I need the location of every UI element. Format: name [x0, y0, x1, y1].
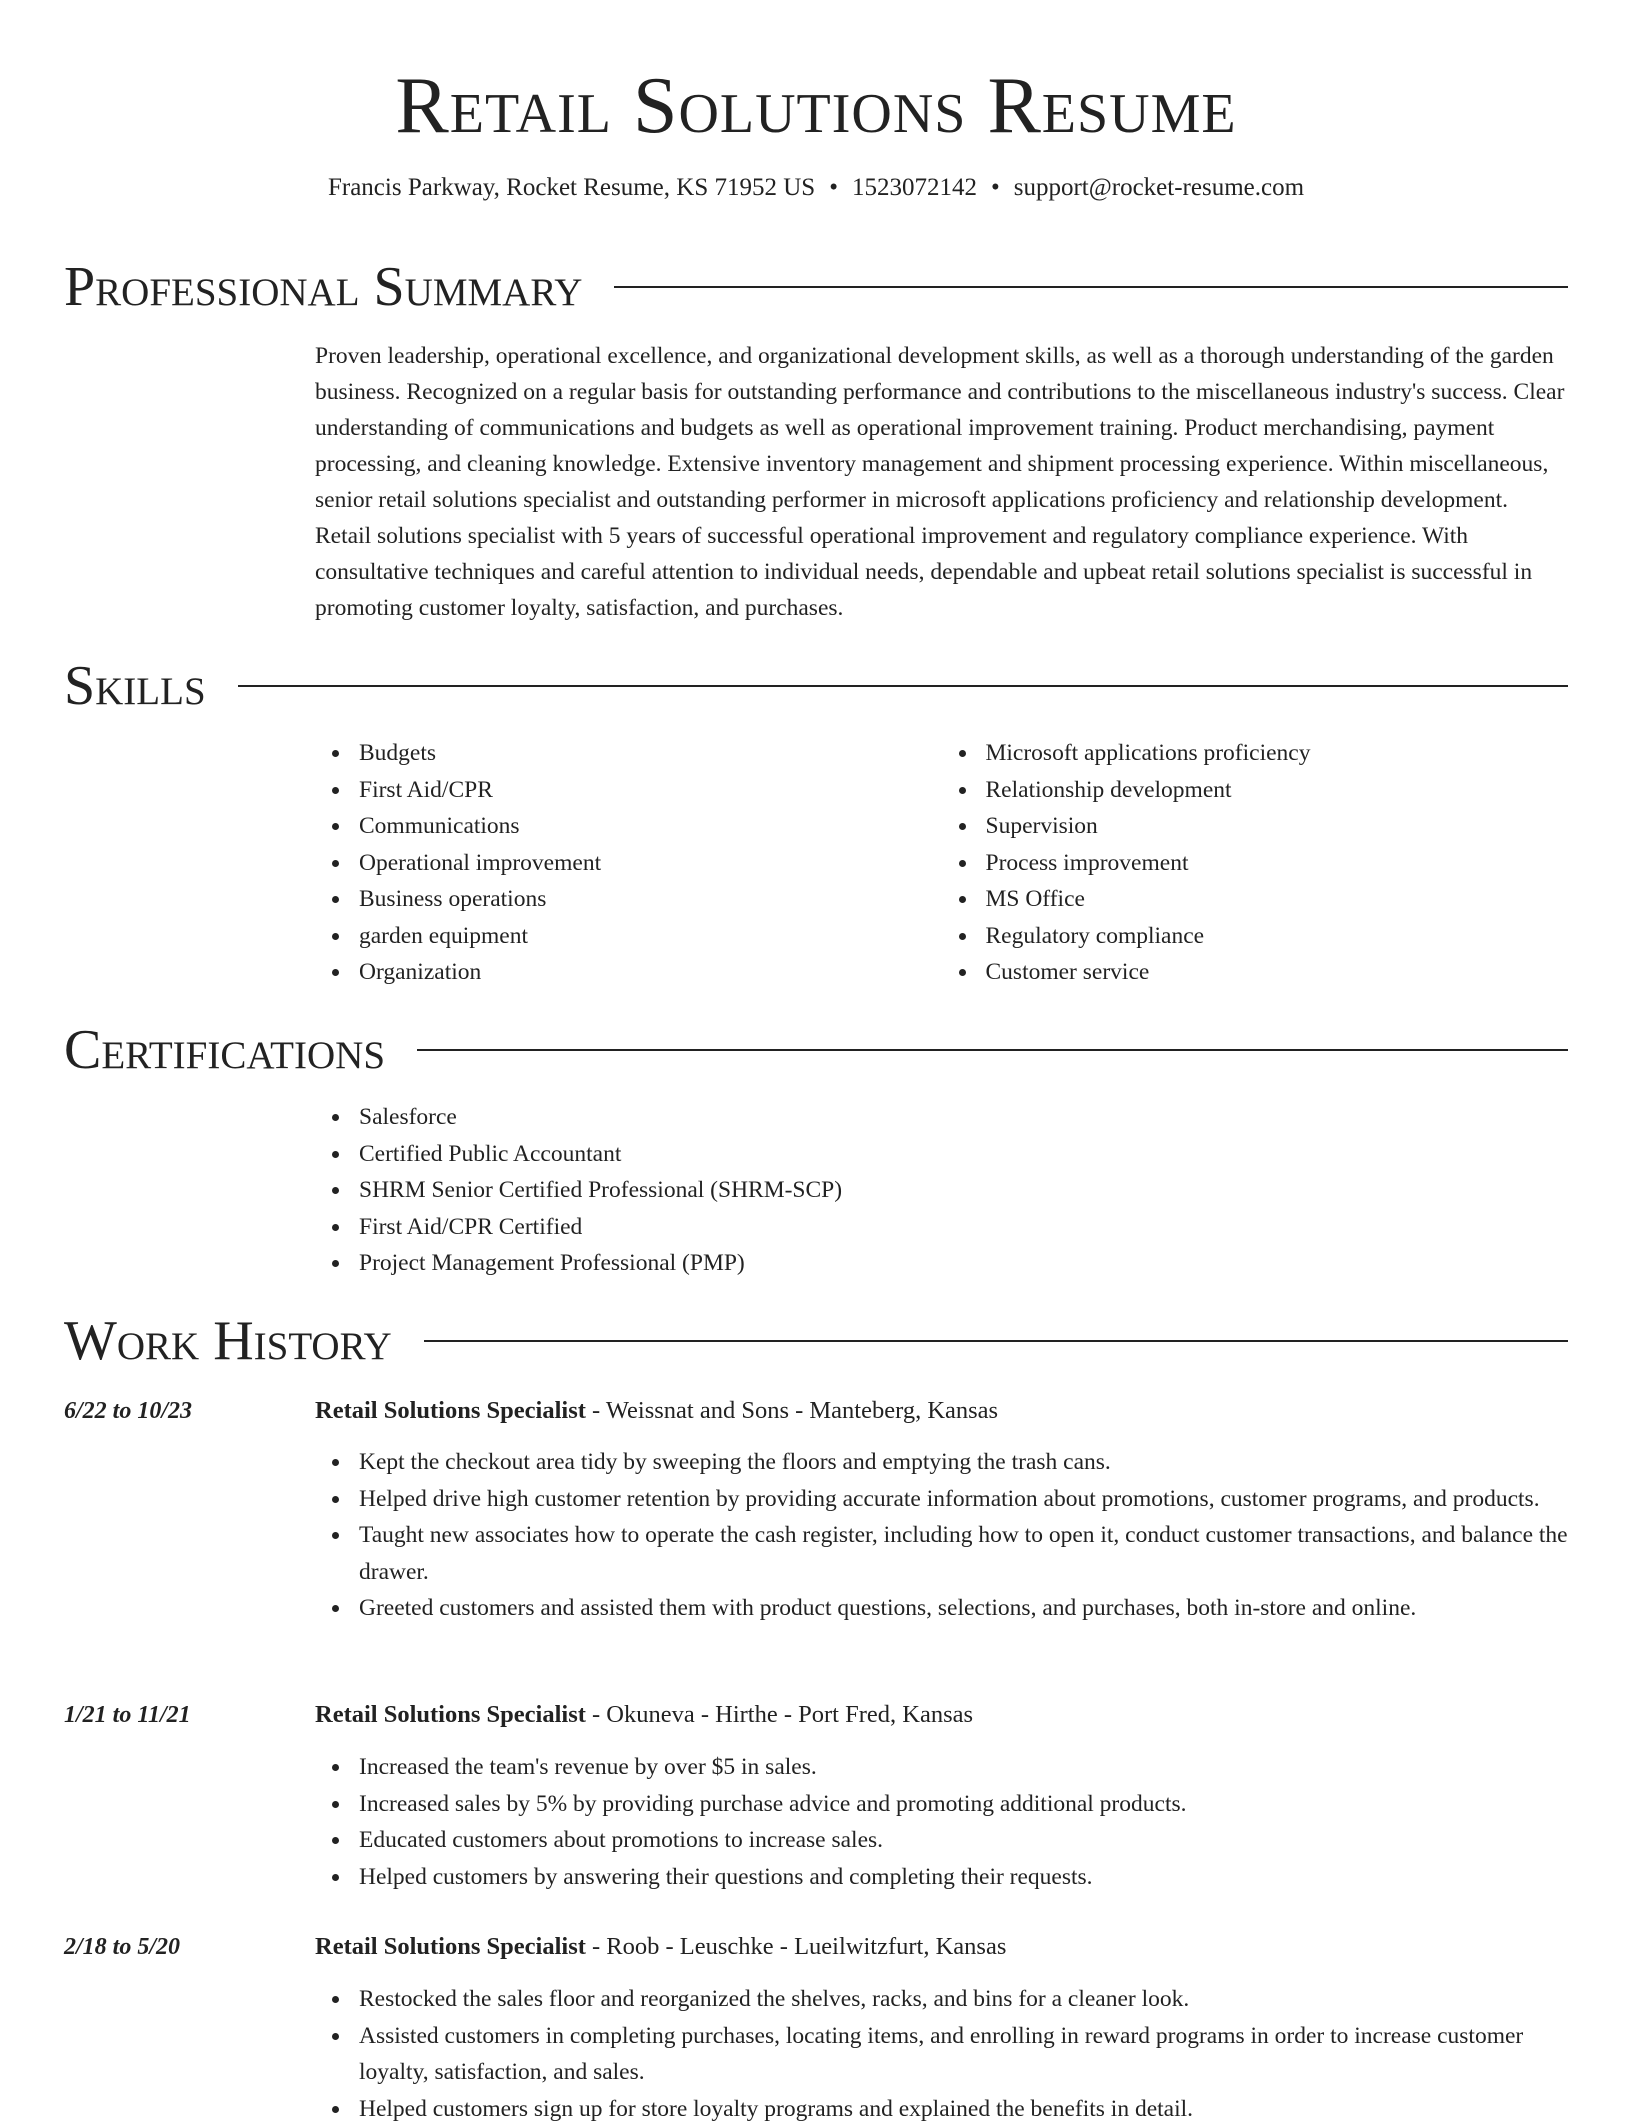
contact-separator: • — [991, 170, 1000, 206]
skill-item: Communications — [359, 808, 942, 845]
skill-item: Microsoft applications proficiency — [986, 735, 1569, 772]
work-history-heading — [64, 1306, 1568, 1376]
job-bullets — [315, 1981, 1568, 2127]
skill-item: Customer service — [986, 954, 1569, 991]
skill-item: Process improvement — [986, 845, 1569, 882]
contact-address: Francis Parkway, Rocket Resume, KS 71952 US — [328, 174, 815, 201]
skills-column-right — [942, 735, 1569, 991]
certification-item: Project Management Professional (PMP) — [359, 1245, 1568, 1282]
skill-item: Business operations — [359, 881, 942, 918]
certification-item: SHRM Senior Certified Professional (SHRM-SCP) — [359, 1172, 1568, 1209]
job-company: - Roob - Leuschke - Lueilwitzfurt, Kansas — [586, 1933, 1006, 1960]
skill-item: Relationship development — [986, 772, 1569, 809]
job-bullet: Helped drive high customer retention by providing accurate information about promotions, customer programs, and products. — [359, 1481, 1568, 1518]
summary-heading — [64, 252, 1568, 322]
job-title-line — [315, 1697, 973, 1733]
skill-item: Organization — [359, 954, 942, 991]
certifications-list — [315, 1099, 1568, 1282]
skill-item: Supervision — [986, 808, 1569, 845]
skill-item: First Aid/CPR — [359, 772, 942, 809]
section-rule — [614, 286, 1568, 288]
certification-item: Salesforce — [359, 1099, 1568, 1136]
job-bullet: Taught new associates how to operate the cash register, including how to open it, conduct customer transactions, and balance the drawer. — [359, 1517, 1568, 1590]
skills-column-left — [315, 735, 942, 991]
job-bullet: Helped customers by answering their questions and completing their requests. — [359, 1859, 1568, 1896]
certification-item: First Aid/CPR Certified — [359, 1209, 1568, 1246]
job-title-line — [315, 1393, 998, 1429]
job-role: Retail Solutions Specialist — [315, 1933, 586, 1960]
job-bullet: Increased sales by 5% by providing purchase advice and promoting additional products. — [359, 1786, 1568, 1823]
job-bullet: Restocked the sales floor and reorganized the shelves, racks, and bins for a cleaner look. — [359, 1981, 1568, 2018]
skill-item: Operational improvement — [359, 845, 942, 882]
contact-phone: 1523072142 — [852, 174, 977, 201]
certifications-title: Certifications — [64, 1015, 385, 1085]
section-rule — [238, 685, 1568, 687]
job-dates: 1/21 to 11/21 — [64, 1697, 191, 1733]
skills-list — [315, 735, 1568, 991]
skill-item: Regulatory compliance — [986, 918, 1569, 955]
certifications-heading — [64, 1015, 1568, 1085]
job-bullet: Kept the checkout area tidy by sweeping the floors and emptying the trash cans. — [359, 1444, 1568, 1481]
job-bullet: Increased the team's revenue by over $5 in sales. — [359, 1749, 1568, 1786]
job-role: Retail Solutions Specialist — [315, 1701, 586, 1728]
job-company: - Weissnat and Sons - Manteberg, Kansas — [586, 1397, 998, 1424]
job-bullets — [315, 1749, 1568, 1895]
job-bullet: Educated customers about promotions to increase sales. — [359, 1822, 1568, 1859]
skill-item: Budgets — [359, 735, 942, 772]
section-rule — [417, 1049, 1568, 1051]
job-title-line — [315, 1929, 1006, 1965]
section-rule — [424, 1340, 1568, 1342]
skills-title: Skills — [64, 651, 206, 721]
job-bullet: Assisted customers in completing purchases, locating items, and enrolling in reward programs in order to increase customer loyalty, satisfaction, and sales. — [359, 2018, 1568, 2091]
certification-item: Certified Public Accountant — [359, 1136, 1568, 1173]
job-bullet: Greeted customers and assisted them with product questions, selections, and purchases, both in-store and online. — [359, 1590, 1568, 1627]
skill-item: MS Office — [986, 881, 1569, 918]
work-history-title: Work History — [64, 1306, 392, 1376]
skill-item: garden equipment — [359, 918, 942, 955]
contact-separator: • — [829, 170, 838, 206]
job-bullets — [315, 1444, 1568, 1627]
contact-email: support@rocket-resume.com — [1014, 174, 1304, 201]
resume-title: Retail Solutions Resume — [64, 56, 1568, 156]
job-dates: 2/18 to 5/20 — [64, 1929, 180, 1965]
job-dates: 6/22 to 10/23 — [64, 1393, 192, 1429]
contact-line — [64, 170, 1568, 206]
summary-title: Professional Summary — [64, 252, 582, 322]
job-role: Retail Solutions Specialist — [315, 1397, 586, 1424]
summary-text: Proven leadership, operational excellence, and organizational development skills, as well as a thorough understanding of the garden business. Recognized on a regular basis for outstanding performance and contributions to the miscellaneous industry's success. Clear understanding of communications and budgets as well as operational improvement training. Product merchandising, payment processing, and cleaning knowledge. Extensive inventory management and shipment processing experience. Within miscellaneous, senior retail solutions specialist and outstanding performer in microsoft applications proficiency and relationship development. Retail solutions specialist with 5 years of successful operational improvement and regulatory compliance experience. With consultative techniques and careful attention to individual needs, dependable and upbeat retail solutions specialist is successful in promoting customer loyalty, satisfaction, and purchases. — [315, 338, 1568, 626]
skills-heading — [64, 651, 1568, 721]
job-bullet: Helped customers sign up for store loyalty programs and explained the benefits in detail. — [359, 2091, 1568, 2127]
job-company: - Okuneva - Hirthe - Port Fred, Kansas — [586, 1701, 973, 1728]
